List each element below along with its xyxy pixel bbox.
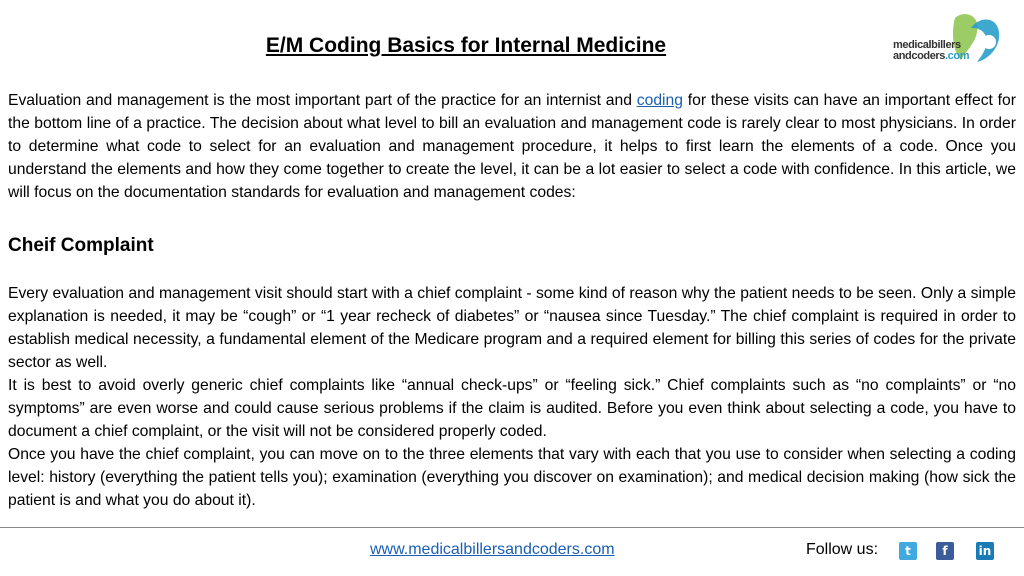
intro-paragraph: [8, 89, 1016, 204]
article-body: [8, 89, 1016, 512]
intro-text-after: for these visits can have an important effect for the bottom line of a practice. The decision about what level to bill an evaluation and management code is rarely clear to most physicians. In order to determine what code to select for an evaluation and management procedure, it helps to first learn the elements of a code. Once you understand the elements and how they come together to create the level, it can be a lot easier to select a code with confidence. In this article, we will focus on the documentation standards for evaluation and management codes:: [8, 92, 1016, 201]
twitter-glyph: t: [905, 544, 911, 558]
facebook-icon[interactable]: [936, 542, 954, 560]
coding-link[interactable]: coding: [636, 92, 683, 109]
footer-website-link[interactable]: www.medicalbillersandcoders.com: [370, 541, 615, 558]
linkedin-glyph: in: [978, 544, 992, 558]
logo-line2: andcoders: [893, 50, 946, 62]
facebook-glyph: f: [942, 544, 948, 558]
logo-line2-suffix: .com: [945, 50, 970, 62]
logo-wordmark: [893, 40, 969, 62]
logo-line1: medicalbillers: [893, 39, 961, 51]
paragraph-chief-complaint: Every evaluation and management visit should start with a chief complaint - some kind of reason why the patient needs to be seen. Only a simple explanation is needed, it may be “cough” or “1 year recheck of diabetes” or “nausea since Tuesday.” The chief complaint is required in order to establish medical necessity, a fundamental element of the Medicare program and a required element for billing this series of codes for the private sector as well.: [8, 285, 1016, 371]
follow-us-label: Follow us:: [806, 541, 879, 558]
footer-divider: [0, 527, 1024, 528]
twitter-icon[interactable]: [899, 542, 917, 560]
section-heading: Cheif Complaint: [8, 235, 154, 256]
page-title: E/M Coding Basics for Internal Medicine: [265, 34, 667, 57]
linkedin-icon[interactable]: [976, 542, 994, 560]
company-logo[interactable]: [893, 12, 1015, 72]
paragraph-three-elements: Once you have the chief complaint, you can move on to the three elements that vary with each that you use to consider when selecting a coding level: history (everything the patient tells you); examination (everything you discover on examination); and medical decision making (how sick the patient is and what you do about it).: [8, 446, 1016, 509]
intro-text-before: Evaluation and management is the most important part of the practice for an internist and: [8, 92, 637, 109]
paragraph-avoid-generic: It is best to avoid overly generic chief complaints like “annual check-ups” or “feeling sick.” Chief complaints such as “no complaints” or “no symptoms” are even worse and could cause serious problems if the claim is audited. Before you even think about selecting a code, you have to document a chief complaint, or the visit will not be considered properly coded.: [8, 377, 1016, 440]
